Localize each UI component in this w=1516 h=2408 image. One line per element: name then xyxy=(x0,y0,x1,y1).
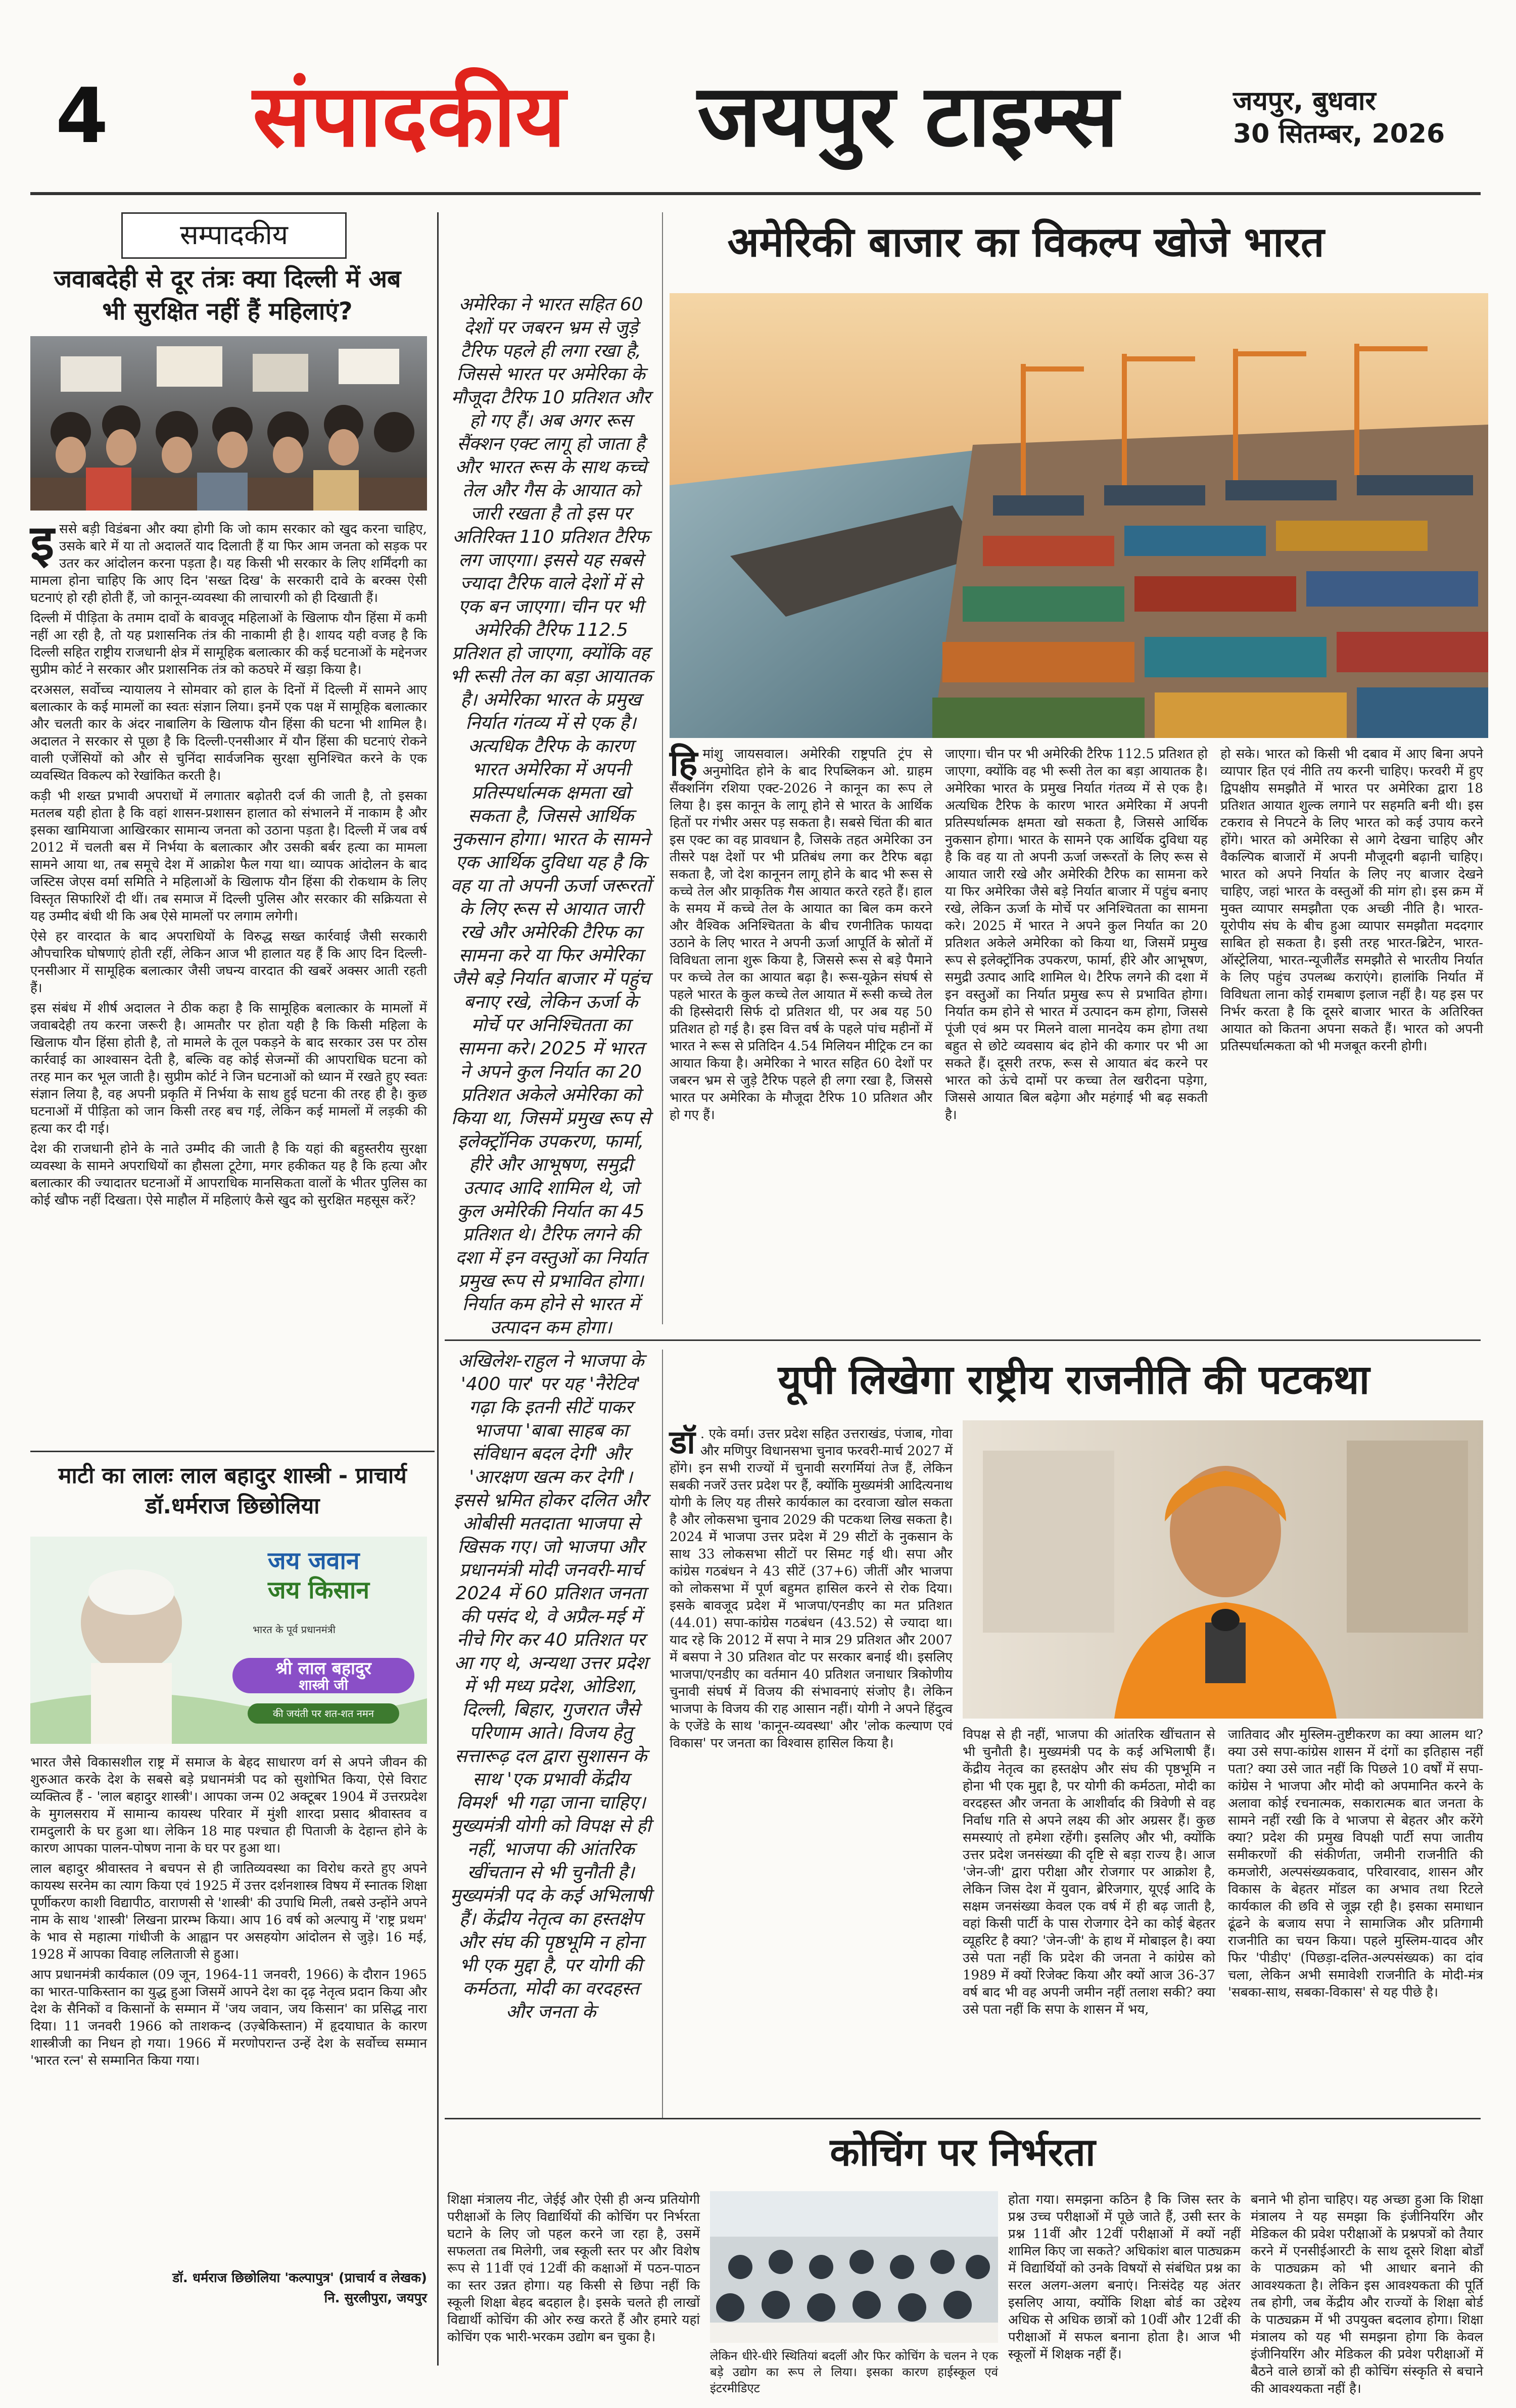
up-headline: यूपी लिखेगा राष्ट्रीय राजनीति की पटकथा xyxy=(778,1356,1370,1403)
editorial-para: ससे बड़ी विडंबना और क्या होगी कि जो काम सरकार को खुद करना चाहिए, उसके बारे में या तो अदालतें याद दिलाती हैं या फिर आम जनता को सड़क पर उतर कर आंदोलन करना पड़ता है। यह किसी भी सरकार के लिए शर्मिंदगी का मामला होना चाहिए कि आए दिन 'सख्त दिख' के सरकारी दावे के बरक्स ऐसी घटनाएं हो रही होती हैं, जो कानून-व्यवस्था की लाचारगी को ही दिखाती हैं। xyxy=(30,522,427,606)
poster-sub: की जयंती पर शत-शत नमन xyxy=(273,1707,374,1720)
shastri-byline: डॉ. धर्मराज छिछोलिया 'कल्पापुत्र' (प्राचार्य व लेखक) xyxy=(172,2271,427,2286)
coaching-col-1 xyxy=(447,2191,700,2393)
poster-tag: भारत के पूर्व प्रधानमंत्री xyxy=(253,1624,336,1636)
protest-photo xyxy=(30,336,427,511)
poster-name-2: शास्त्री जी xyxy=(299,1677,348,1693)
coaching-col-4-text: बनाने भी होना चाहिए। यह अच्छा हुआ कि शिक्षा मंत्रालय ने यह समझा कि इंजीनियरिंग और मेडिकल की प्रवेश परीक्षाओं के प्रश्नपत्रों को तैयार करने में एनसीईआरटी के साथ दूसरे शिक्षा बोर्डों के पाठ्यक्रम को भी आधार बनाने की आवश्यकता है। लेकिन इस आवश्यकता की पूर्ति तब होगी, जब केंद्रीय और राज्यों के शिक्षा बोर्ड के पाठ्यक्रम में भी उपयुक्त बदलाव होगा। शिक्षा मंत्रालय को यह भी समझना होगा कि केवल इंजीनियरिंग और मेडिकल की प्रवेश परीक्षाओं में बैठने वाले छात्रों को ही कोचिंग संस्कृति से बचाने की आवश्यकता नहीं है। xyxy=(1251,2192,1483,2396)
america-col-3-text: हो सके। भारत को किसी भी दबाव में आए बिना अपने व्यापार हित एवं नीति तय करनी चाहिए। फरवरी में हुए द्विपक्षीय समझौते में भारत पर अमेरिका द्वारा 18 प्रतिशत आयात शुल्क लगाने पर सहमति बनी थी। इस टकराव से निपटने के लिए भारत को कई उपाय करने होंगे। भारत को अमेरिका से आगे देखना चाहिए और वैकल्पिक बाजारों में अपनी मौजूदगी बढ़ानी चाहिए। भारत को अपने निर्यात के लिए नए बाजार देखने चाहिए, जहां भारत के वस्तुओं की मांग हो। इस क्रम में मुक्त व्यापार समझौता एक अच्छी नीति है। भारत-यूरोपीय संघ के बीच हुआ व्यापार समझौता मददगार साबित हो सकता है। इसी तरह भारत-ब्रिटेन, भारत-ऑस्ट्रेलिया, भारत-न्यूजीलैंड समझौते से भारतीय निर्यात के लिए पहुंच उपलब्ध कराएंगे। हालांकि निर्यात में विविधता लाना कोई रामबाण इलाज नहीं है। यह इस पर निर्भर करता है कि दूसरे बाजार भारत के अतिरिक्त आयात को कितना अपना सकते हैं। भारत को अपनी प्रतिस्पर्धात्मकता को भी मजबूत करनी होगी। xyxy=(1220,747,1483,1054)
classroom-photo xyxy=(710,2191,998,2343)
column-label-box xyxy=(121,212,347,259)
poster-slogan-2: जय किसान xyxy=(268,1576,369,1604)
column-label: सम्पादकीय xyxy=(180,219,288,251)
masthead-rule xyxy=(30,192,1481,195)
port-photo xyxy=(670,293,1488,738)
pull-quote-divider xyxy=(662,212,663,1324)
up-col-1 xyxy=(670,1425,953,2103)
america-col-2 xyxy=(945,746,1208,1332)
pull-quote-up: अखिलेश-राहुल ने भाजपा के '400 पार' पर यह 'नैरेटिव' गढ़ा कि इतनी सीटें पाकर भाजपा 'बाबा साहब का संविधान बदल देगी' और 'आरक्षण खत्म कर देगी'। इससे भ्रमित होकर दलित और ओबीसी मतदाता भाजपा से खिसक गए। जो भाजपा और प्रधानमंत्री मोदी जनवरी-मार्च 2024 में 60 प्रतिशत जनता की पसंद थे, वे अप्रैल-मई में नीचे गिर कर 40 प्रतिशत पर आ गए थे, अन्यथा उत्तर प्रदेश में भी मध्य प्रदेश, ओडिशा, दिल्ली, बिहार, गुजरात जैसे परिणाम आते। विजय हेतु सत्तारूढ़ दल द्वारा सुशासन के साथ 'एक प्रभावी केंद्रीय विमर्श' भी गढ़ा जाना चाहिए। मुख्यमंत्री योगी को विपक्ष से ही नहीं, भाजपा की आंतरिक खींचतान से भी चुनौती है। मुख्यमंत्री पद के कई अभिलाषी हैं। केंद्रीय नेतृत्व का हस्तक्षेप और संघ की पृष्ठभूमि न होना भी एक मुद्दा है, पर योगी की कर्मठता, मोदी का वरदहस्त और जनता के xyxy=(450,1351,652,2022)
editorial-para: दिल्ली में पीड़िता के तमाम दावों के बावजूद महिलाओं के खिलाफ यौन हिंसा में कमी नहीं आ रही है, तो यह प्रशासनिक तंत्र की नाकामी ही है। शायद यही वजह है कि दिल्ली सहित राष्ट्रीय राजधानी क्षेत्र में सामूहिक बलात्कार की कई घटनाओं के मद्देनजर सुप्रीम कोर्ट ने सरकार और प्रशासनिक तंत्र को कठघरे में खड़ा किया है। xyxy=(30,611,427,677)
editorial-para: देश की राजधानी होने के नाते उम्मीद की जाती है कि यहां की बहुस्तरीय सुरक्षा व्यवस्था के सामने अपराधियों का हौसला टूटेगा, मगर हकीकत यह है कि हत्या और बलात्कार की ज्यादातर घटनाओं में आपराधिक मानसिकता वालों के भीतर पुलिस का कोई खौफ नहीं दिखता। ऐसे माहौल में महिलाएं कैसे खुद को सुरक्षित महसूस करें? xyxy=(30,1141,427,1208)
shastri-headline: माटी का लालः लाल बहादुर शास्त्री - प्राचार्य डॉ.धर्मराज छिछोलिया xyxy=(58,1463,407,1519)
up-col-1-text: . एके वर्मा। उत्तर प्रदेश सहित उत्तराखंड, पंजाब, गोवा और मणिपुर विधानसभा चुनाव फरवरी-मार्च 2027 में होंगे। इन सभी राज्यों में चुनावी सरगर्मियां तेज हैं, लेकिन सबकी नजरें उत्तर प्रदेश पर हैं, क्योंकि मुख्यमंत्री आदित्यनाथ योगी के लिए यह तीसरे कार्यकाल का दरवाजा खोल सकता है और लोकसभा चुनाव 2029 की पटकथा लिख सकता है। 2024 में भाजपा उत्तर प्रदेश में 29 सीटों के नुकसान के साथ 33 लोकसभा सीटों पर सिमट गई थी। सपा और कांग्रेस गठबंधन ने 43 सीटें (37+6) जीतीं और भाजपा को लोकसभा में पूर्ण बहुमत हासिल करने से रोक दिया। इसके बावजूद प्रदेश में भाजपा/एनडीए का मत प्रतिशत (44.01) सपा-कांग्रेस गठबंधन (43.52) से ज्यादा था। याद रहे कि 2012 में सपा ने मात्र 29 प्रतिशत और 2007 में बसपा ने 30 प्रतिशत वोट पर सरकार बनाई थी। इसलिए भाजपा/एनडीए का वर्तमान 40 प्रतिशत जनाधार त्रिकोणीय चुनावी संघर्ष में विजय की संभावनाएं संजोए है। लेकिन भाजपा के विजय की राह आसान नहीं। योगी ने अपने हिंदुत्व के एजेंडे के साथ 'कानून-व्यवस्था' और 'लोक कल्याण एवं विकास' पर जनता का विश्वास हासिल किया है। xyxy=(670,1426,953,1751)
left-section-rule xyxy=(30,1451,435,1452)
shastri-para: भारत जैसे विकासशील राष्ट्र में समाज के बेहद साधारण वर्ग से अपने जीवन की शुरुआत करके देश के सबसे बड़े प्रधानमंत्री पद को सुशोभित किया, ऐसे विराट व्यक्तित्व हैं - 'लाल बहादुर शास्त्री'। आपका जन्म 02 अक्टूबर 1904 में उत्तरप्रदेश के मुगलसराय में सामान्य कायस्थ परिवार में मुंशी शारदा प्रसाद श्रीवास्तव व रामदुलारी के घर हुआ था। लेकिन 18 माह पश्चात ही पिताजी के देहान्त होने के कारण आपका पालन-पोषण नाना के घर पर हुआ था। xyxy=(30,1755,427,1856)
paper-name: जयपुर टाइम्स xyxy=(697,66,1119,166)
america-col-3 xyxy=(1220,746,1483,1332)
left-column-divider xyxy=(437,212,439,2366)
pull-quote-tariff: अमेरिका ने भारत सहित 60 देशों पर जबरन भ्रम से जुड़े टैरिफ पहले ही लगा रखा है, जिससे भारत पर अमेरिका के मौजूदा टैरिफ 10 प्रतिशत और हो गए हैं। अब अगर रूस सैंक्शन एक्ट लागू हो जाता है और भारत रूस के साथ कच्चे तेल और गैस के आयात को जारी रखता है तो इस पर अतिरिक्त 110 प्रतिशत टैरिफ लग जाएगा। इससे यह सबसे ज्यादा टैरिफ वाले देशों में से एक बन जाएगा। चीन पर भी अमेरिकी टैरिफ 112.5 प्रतिशत हो जाएगा, क्योंकि वह भी रूसी तेल का बड़ा आयातक है। अमेरिका भारत के प्रमुख निर्यात गंतव्य में से एक है। अत्यधिक टैरिफ के कारण भारत अमेरिका में अपनी प्रतिस्पर्धात्मक क्षमता खो सकता है, जिससे आर्थिक नुकसान होगा। भारत के सामने एक आर्थिक दुविधा यह है कि वह या तो अपनी ऊर्जा जरूरतों के लिए रूस से आयात जारी रखे और अमेरिकी टैरिफ का सामना करे या फिर अमेरिका जैसे बड़े निर्यात बाजार में पहुंच बनाए रखे, लेकिन ऊर्जा के मोर्चे पर अनिश्चितता का सामना करे। 2025 में भारत ने अपने कुल निर्यात का 20 प्रतिशत अकेले अमेरिका को किया था, जिसमें प्रमुख रूप से इलेक्ट्रॉनिक उपकरण, फार्मा, हीरे और आभूषण, समुद्री उत्पाद आदि शामिल थे, जो कुल अमेरिकी निर्यात का 45 प्रतिशत थे। टैरिफ लगने की दशा में इन वस्तुओं का निर्यात प्रमुख रूप से प्रभावित होगा। निर्यात कम होने से भारत में उत्पादन कम होगा। xyxy=(450,294,652,1338)
masthead-city-day: जयपुर, बुधवार xyxy=(1233,86,1376,116)
shastri-para: आप प्रधानमंत्री कार्यकाल (09 जून, 1964-11 जनवरी, 1966) के दौरान 1965 का भारत-पाकिस्तान का युद्ध हुआ जिसमें आपने देश का दृढ़ नेतृत्व प्रदान किया और देश के सैनिकों व किसानों के सम्मान में 'जय जवान, जय किसान' का प्रसिद्ध नारा दिया। 11 जनवरी 1966 को ताशकन्द (उज़्बेकिस्तान) में हृदयाघात के कारण शास्त्रीजी का निधन हो गया। 1966 में मरणोपरान्त उन्हें देश के सर्वोच्च सम्मान 'भारत रत्न' से सम्मानित किया गया। xyxy=(30,1967,427,2068)
poster-name-1: श्री लाल बहादुर xyxy=(275,1658,371,1679)
poster-slogan-1: जय जवान xyxy=(268,1547,360,1575)
america-col-1 xyxy=(670,743,932,1332)
page-number: 4 xyxy=(56,72,109,160)
up-col-2 xyxy=(963,1726,1215,2105)
masthead-date: 30 सितम्बर, 2026 xyxy=(1233,119,1445,149)
shastri-byline-place: नि. सुरलीपुरा, जयपुर xyxy=(324,2291,427,2306)
shastri-body xyxy=(30,1754,427,2259)
editorial-dropcap: इ xyxy=(30,515,55,571)
pull-quote-2-divider xyxy=(662,1350,663,2118)
america-col-1-text: मांशु जायसवाल। अमेरिकी राष्ट्रपति ट्रंप से अनुमोदित होने के बाद रिपब्लिकन ओ. ग्राहम सैंक्शनिंग रशिया एक्ट-2026 ने कानून का रूप ले लिया है। इस कानून के लागू होने से भारत के आर्थिक हितों पर गंभीर असर पड़ सकता है। सबसे चिंता की बात इस एक्ट का वह प्रावधान है, जिसके तहत अमेरिका उन तीसरे पक्ष देशों पर भी प्रतिबंध लगा कर टैरिफ बढ़ा सकता है, जो देश कानूनन लागू होने के बाद भी रूस से कच्चे तेल और प्राकृतिक गैस आयात करते रहते हैं। हाल के समय में कच्चे तेल के आयात का बिल कम करने और वैश्विक अनिश्चितता के बीच रणनीतिक फायदा उठाने के लिए भारत ने अपनी ऊर्जा आपूर्ति के स्रोतों में विविधता लाना शुरू किया है, जिससे रूस से बड़े पैमाने पर कच्चे तेल का आयात बढ़ा है। रूस-यूक्रेन संघर्ष से पहले भारत के कुल कच्चे तेल आयात में रूसी कच्चे तेल की हिस्सेदारी सिर्फ दो प्रतिशत थी, पर अब यह 50 प्रतिशत हो गई है। इस वित्त वर्ष के पहले पांच महीनों में भारत ने रूस से प्रतिदिन 4.54 मिलियन मीट्रिक टन का आयात किया है। अमेरिका ने भारत सहित 60 देशों पर जबरन भ्रम से जुड़े टैरिफ पहले ही लगा रखा है, जिससे भारत पर अमेरिका के मौजूदा टैरिफ 10 प्रतिशत और हो गए हैं। xyxy=(670,747,932,1123)
coaching-headline: कोचिंग पर निर्भरता xyxy=(830,2129,1096,2174)
yogi-photo xyxy=(963,1420,1483,1719)
up-dropcap: डॉ xyxy=(670,1424,695,1461)
editorial-para: दरअसल, सर्वोच्च न्यायालय ने सोमवार को हाल के दिनों में दिल्ली में सामने आए बलात्कार के कई मामलों का स्वतः संज्ञान लिया। इनमें एक पक्ष में सामूहिक बलात्कार और चलती कार के अंदर नाबालिग के खिलाफ यौन हिंसा की घटना भी शामिल है। अदालत ने सरकार से पूछा है कि दिल्ली-एनसीआर में यौन हिंसा की घटनाएं रोकने वाली एजेंसियों को और से चुनिंदा सार्वजनिक सुरक्षा सुनिश्चित करने के एक व्यवस्थित विकल्प को रेखांकित करती है। xyxy=(30,682,427,783)
mid-section-rule xyxy=(445,1339,1481,1341)
up-col-2-text: विपक्ष से ही नहीं, भाजपा की आंतरिक खींचतान से भी चुनौती है। मुख्यमंत्री पद के कई अभिलाषी हैं। केंद्रीय नेतृत्व का हस्तक्षेप और संघ की पृष्ठभूमि न होना भी एक मुद्दा है, पर योगी की कर्मठता, मोदी का वरदहस्त और जनता के आशीर्वाद की त्रिवेणी से वह निर्वाध गति से अपने लक्ष्य की ओर अग्रसर हैं। कुछ समस्याएं तो हमेशा रहेंगी। इसलिए और भी, क्योंकि उत्तर प्रदेश जनसंख्या की दृष्टि से बड़ा राज्य है। आज 'जेन-जी' द्वारा परीक्षा और रोजगार पर आक्रोश है, लेकिन जिस देश में युवान, ब्रेरिजगार, यूएई आदि के सक्षम जनसंख्या केवल एक वर्ष में ही बढ़ जाती है, वहां किसी पार्टी के पास रोजगार देने का कोई बेहतर व्यूहरिट है क्या? 'जेन-जी' के हाथ में मोबाइल है। क्या उसे पता नहीं कि प्रदेश की जनता ने कांग्रेस को 1989 में क्यों रिजेक्ट किया और क्यों आज 36-37 वर्ष बाद भी वह अपनी जमीन नहीं तलाश सकी? क्या उसे पता नहीं कि सपा के शासन में भय, xyxy=(963,1727,1215,2017)
coaching-col-1-text: शिक्षा मंत्रालय नीट, जेईई और ऐसी ही अन्य प्रतियोगी परीक्षाओं के लिए विद्यार्थियों की कोचिंग पर निर्भरता घटाने के लिए जो पहल करने जा रहा है, उसमें सफलता तब मिलेगी, जब स्कूली स्तर पर और विशेष रूप से 11वीं एवं 12वीं की कक्षाओं में पठन-पाठन का स्तर उन्नत होगा। यह किसी से छिपा नहीं कि स्कूली शिक्षा बेहद बदहाल है। इसके चलते ही लाखों विद्यार्थी कोचिंग की ओर रुख करते हैं और हमारे यहां कोचिंग एक भारी-भरकम उद्योग बन चुका है। xyxy=(447,2192,700,2345)
up-col-3-text: जातिवाद और मुस्लिम-तुष्टीकरण का क्या आलम था? क्या उसे सपा-कांग्रेस शासन में दंगों का इतिहास नहीं पता? क्या उसे जात नहीं कि पिछले 10 वर्षों में सपा-कांग्रेस ने भाजपा और मोदी को अपमानित करने के अलावा कोई रचनात्मक, सकारात्मक बात जनता के सामने नहीं रखी कि वे भाजपा से बेहतर और करेंगे क्या? प्रदेश की प्रमुख विपक्षी पार्टी सपा जातीय समीकरणों की संकीर्णता, जमीनी राजनीति की कमजोरी, अल्पसंख्यकवाद, परिवारवाद, शासन और विकास के बेहतर मॉडल का अभाव तथा रिटले कार्यकाल की छवि से जूझ रही है। इसका समाधान ढूंढने के बजाय सपा ने सामाजिक और प्रतिगामी राजनीति का चयन किया। पहले मुस्लिम-यादव और फिर 'पीडीए' (पिछड़ा-दलित-अल्पसंख्यक) का दांव चला, लेकिन अभी समावेशी राजनीति के मोदी-मंत्र 'सबका-साथ, सबका-विकास' से यह पीछे है। xyxy=(1228,1727,1483,2000)
up-col-3 xyxy=(1228,1726,1483,2105)
coaching-caption: लेकिन धीरे-धीरे स्थितियां बदलीं और फिर कोचिंग के चलन ने एक बड़े उद्योग का रूप ले लिया। इसका कारण हाईस्कूल एवं इंटरमीडिएट xyxy=(710,2349,998,2395)
shastri-para: लाल बहादुर श्रीवास्तव ने बचपन से ही जातिव्यवस्था का विरोध करते हुए अपने कायस्थ सरनेम का त्याग किया एवं 1925 में उत्तर दर्शनशास्त्र विषय में स्नातक शिक्षा पूर्णीकरण काशी विद्यापीठ, वाराणसी से 'शास्त्री' की उपाधि मिली, तबसे उन्होंने अपने नाम के साथ 'शास्त्री' लिखना प्रारम्भ किया। आप 16 वर्ष को अल्पायु में 'राष्ट्र प्रथम' के भाव से महात्मा गांधीजी के आह्वान पर असहयोग आंदोलन से जुड़े। 16 मई, 1928 में आपका विवाह ललिताजी से हुआ। xyxy=(30,1861,427,1962)
coaching-col-3-text: होता गया। समझना कठिन है कि जिस स्तर के प्रश्न उच्च परीक्षाओं में पूछे जाते हैं, उसी स्तर के प्रश्न 11वीं और 12वीं परीक्षाओं में क्यों नहीं शामिल किए जा सकते? अधिकांश बाल पाठ्यक्रम में विद्यार्थियों को उनके विषयों से संबंधित प्रश्न का सरल अलग-अलग बनाएं। निःसंदेह यह अंतर इसलिए आया, क्योंकि शिक्षा बोर्ड का उद्देश्य अधिक से अधिक छात्रों को 10वीं और 12वीं की परीक्षाओं में सफल बनाना होता है। आज भी स्कूलों में शिक्षक नहीं हैं। xyxy=(1008,2192,1241,2362)
editorial-headline: जवाबदेही से दूर तंत्रः क्या दिल्ली में अब भी सुरक्षित नहीं हैं महिलाएं? xyxy=(54,265,401,326)
editorial-para: कड़ी भी शख्त प्रभावी अपराधों में लगातार बढ़ोतरी दर्ज की जाती है, तो इसका मतलब यही होता है कि वहां शासन-प्रशासन हालात को संभालने में नाकाम है और इसका खामियाजा आखिरकार सामान्य जनता को उठाना पड़ता है। दिल्ली में जब वर्ष 2012 में चलती बस में निर्भया के बलात्कार और उसकी बर्बर हत्या का मामला सामने आया था, तब समूचे देश में आक्रोश फैल गया था। व्यापक आंदोलन के बाद जस्टिस जेएस वर्मा समिति ने महिलाओं के खिलाफ यौन हिंसा की रोकथाम के लिए विस्तृत सिफारिशें दी थीं। तब समाज में दिल्ली पुलिस और सरकार की सक्रियता से यह उम्मीद बंधी थी कि अब ऐसे मामलों पर लगाम लगेगी। xyxy=(30,789,427,924)
coaching-col-4 xyxy=(1251,2191,1483,2403)
lower-section-rule xyxy=(445,2118,1481,2119)
america-col-2-text: जाएगा। चीन पर भी अमेरिकी टैरिफ 112.5 प्रतिशत हो जाएगा, क्योंकि वह भी रूसी तेल का बड़ा आयातक है। अमेरिका भारत के प्रमुख निर्यात गंतव्य में से एक है। अत्यधिक टैरिफ के कारण भारत अमेरिका में अपनी प्रतिस्पर्धात्मक क्षमता खो सकता है, जिससे आर्थिक नुकसान होगा। भारत के सामने एक आर्थिक दुविधा यह है कि वह या तो अपनी ऊर्जा जरूरतों के लिए रूस से आयात जारी रखे और अमेरिकी टैरिफ का सामना करे या फिर अमेरिका जैसे बड़े निर्यात बाजार में पहुंच बनाए रखे, लेकिन ऊर्जा के मोर्चे पर अनिश्चितता का सामना करे। 2025 में भारत ने अपने कुल निर्यात का 20 प्रतिशत अकेले अमेरिका को किया था, जिसमें प्रमुख रूप से इलेक्ट्रॉनिक उपकरण, फार्मा, हीरे और आभूषण, समुद्री उत्पाद आदि शामिल थे। टैरिफ लगने की दशा में इन वस्तुओं का निर्यात प्रमुख रूप से प्रभावित होगा। निर्यात कम होने से भारत में उत्पादन कम होगा, जिससे पूंजी एवं श्रम पर मिलने वाला मानदेय कम होगा तथा बहुत से छोटे व्यवसाय बंद होने की कगार पर भी आ सकते हैं। दूसरी तरफ, रूस से आयात बंद करने पर भारत को ऊंचे दामों पर कच्चा तेल खरीदना पड़ेगा, जिससे आयात बिल बढ़ेगा और महंगाई भी बढ़ सकती है। xyxy=(945,747,1208,1123)
editorial-body xyxy=(30,515,427,1446)
coaching-col-3 xyxy=(1008,2191,1241,2403)
america-dropcap: हि xyxy=(670,743,698,784)
editorial-para: ऐसे हर वारदात के बाद अपराधियों के विरुद्ध सख्त कार्रवाई जैसी सरकारी औपचारिक घोषणाएं होती रहीं, लेकिन आज भी हालात यह हैं कि आए दिन दिल्ली-एनसीआर में सामूहिक बलात्कार जैसी जघन्य वारदात की खबरें अक्सर आती रहती हैं। xyxy=(30,929,427,996)
section-title: संपादकीय xyxy=(253,66,565,166)
america-headline: अमेरिकी बाजार का विकल्प खोजे भारत xyxy=(727,218,1324,266)
editorial-para: इस संबंध में शीर्ष अदालत ने ठीक कहा है कि सामूहिक बलात्कार के मामलों में जवाबदेही तय करना जरूरी है। आमतौर पर होता यही है कि किसी महिला के खिलाफ यौन हिंसा होती है, तो मामले के तूल पकड़ने के बाद सरकार उस पर ठोस कार्रवाई का आश्वासन देती है, बल्कि वह कोई सेजन्मों की आपराधिक घटना को तरह मान कर भूल जाती है। सुप्रीम कोर्ट ने जिन घटनाओं को ध्यान में रखते हुए स्वतः संज्ञान लिया है, वह अपनी प्रकृति में निर्भया के साथ हुई घटना की तरह ही है। कुछ घटनाओं में पीड़िता को जान किसी तरह बच गई, लेकिन कई मामलों में लड़की की हत्या कर दी गई। xyxy=(30,1001,427,1136)
shastri-poster xyxy=(30,1537,427,1744)
